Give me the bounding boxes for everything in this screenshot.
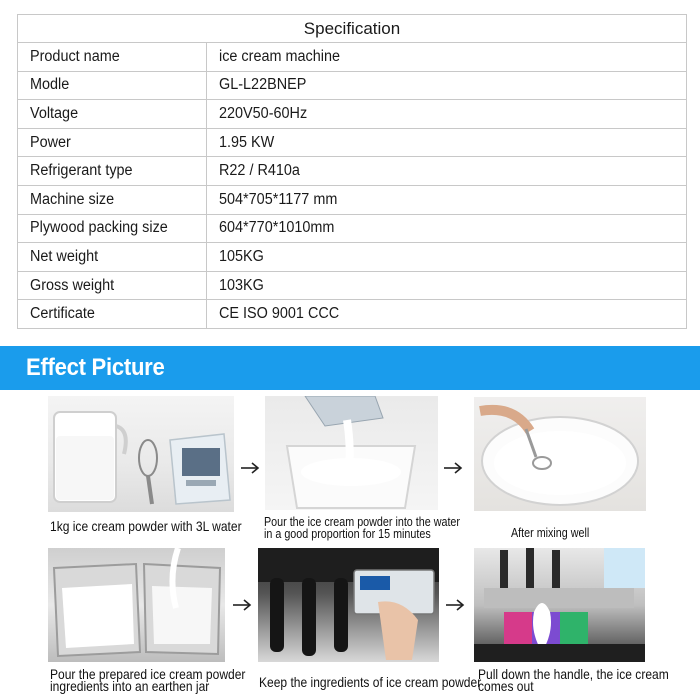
earthen-jar-trays-illustration bbox=[48, 548, 225, 662]
spec-label: Machine size bbox=[30, 190, 115, 208]
spec-row bbox=[18, 43, 687, 72]
powder-and-water-illustration bbox=[48, 396, 234, 512]
spec-row bbox=[18, 157, 687, 186]
spec-row bbox=[18, 271, 687, 300]
ice-cream-dispensing-illustration bbox=[474, 548, 645, 662]
spec-value: R22 / R410a bbox=[219, 162, 300, 180]
spec-label: Net weight bbox=[30, 247, 99, 265]
spec-value: GL-L22BNEP bbox=[219, 76, 307, 94]
spec-label: Voltage bbox=[30, 104, 79, 122]
spec-value: 604*770*1010mm bbox=[219, 219, 335, 237]
step-6-caption: Pull down the handle, the ice cream comes out bbox=[478, 666, 669, 694]
spec-title: Specification bbox=[18, 15, 687, 43]
spec-label: Gross weight bbox=[30, 276, 115, 294]
step-4-caption: Pour the prepared ice cream powder ingredients into an earthen jar bbox=[50, 666, 246, 694]
spec-row bbox=[18, 300, 687, 329]
spec-row bbox=[18, 71, 687, 100]
spec-value: 105KG bbox=[219, 247, 264, 265]
spec-value: 504*705*1177 mm bbox=[219, 190, 338, 208]
arrow-right-icon bbox=[241, 462, 261, 474]
machine-handles-illustration bbox=[258, 548, 439, 662]
arrow-right-icon bbox=[233, 599, 253, 611]
spec-value: 1.95 KW bbox=[219, 133, 275, 151]
step-2-photo bbox=[265, 396, 438, 510]
step-6-photo bbox=[474, 548, 645, 662]
spec-label: Power bbox=[30, 133, 71, 151]
spec-row bbox=[18, 128, 687, 157]
spec-row bbox=[18, 214, 687, 243]
banner-title: Effect Picture bbox=[26, 354, 165, 381]
pouring-powder-illustration bbox=[265, 396, 438, 510]
spec-label: Certificate bbox=[30, 305, 95, 323]
spec-value: 220V50-60Hz bbox=[219, 104, 308, 122]
spec-label: Modle bbox=[30, 76, 70, 94]
arrow-right-icon bbox=[446, 599, 466, 611]
spec-row bbox=[18, 185, 687, 214]
step-1-caption: 1kg ice cream powder with 3L water bbox=[50, 518, 242, 534]
step-3-caption: After mixing well bbox=[511, 526, 590, 540]
effect-picture-banner bbox=[0, 346, 700, 390]
arrow-right-icon bbox=[444, 462, 464, 474]
spec-value: ice cream machine bbox=[219, 47, 340, 65]
spec-value: CE ISO 9001 CCC bbox=[219, 305, 340, 323]
spec-row bbox=[18, 243, 687, 272]
step-1-photo bbox=[48, 396, 234, 512]
spec-label: Plywood packing size bbox=[30, 219, 168, 237]
spec-value: 103KG bbox=[219, 276, 264, 294]
spec-row bbox=[18, 100, 687, 129]
step-5-photo bbox=[258, 548, 439, 662]
specification-table bbox=[17, 14, 687, 329]
step-5-caption: Keep the ingredients of ice cream powder bbox=[259, 674, 482, 690]
step-3-photo bbox=[474, 397, 646, 511]
spec-label: Product name bbox=[30, 47, 120, 65]
spec-label: Refrigerant type bbox=[30, 162, 133, 180]
mixed-liquid-illustration bbox=[474, 397, 646, 511]
step-4-photo bbox=[48, 548, 225, 662]
step-2-caption: Pour the ice cream powder into the water in a good proportion for 15 minutes bbox=[264, 515, 460, 541]
